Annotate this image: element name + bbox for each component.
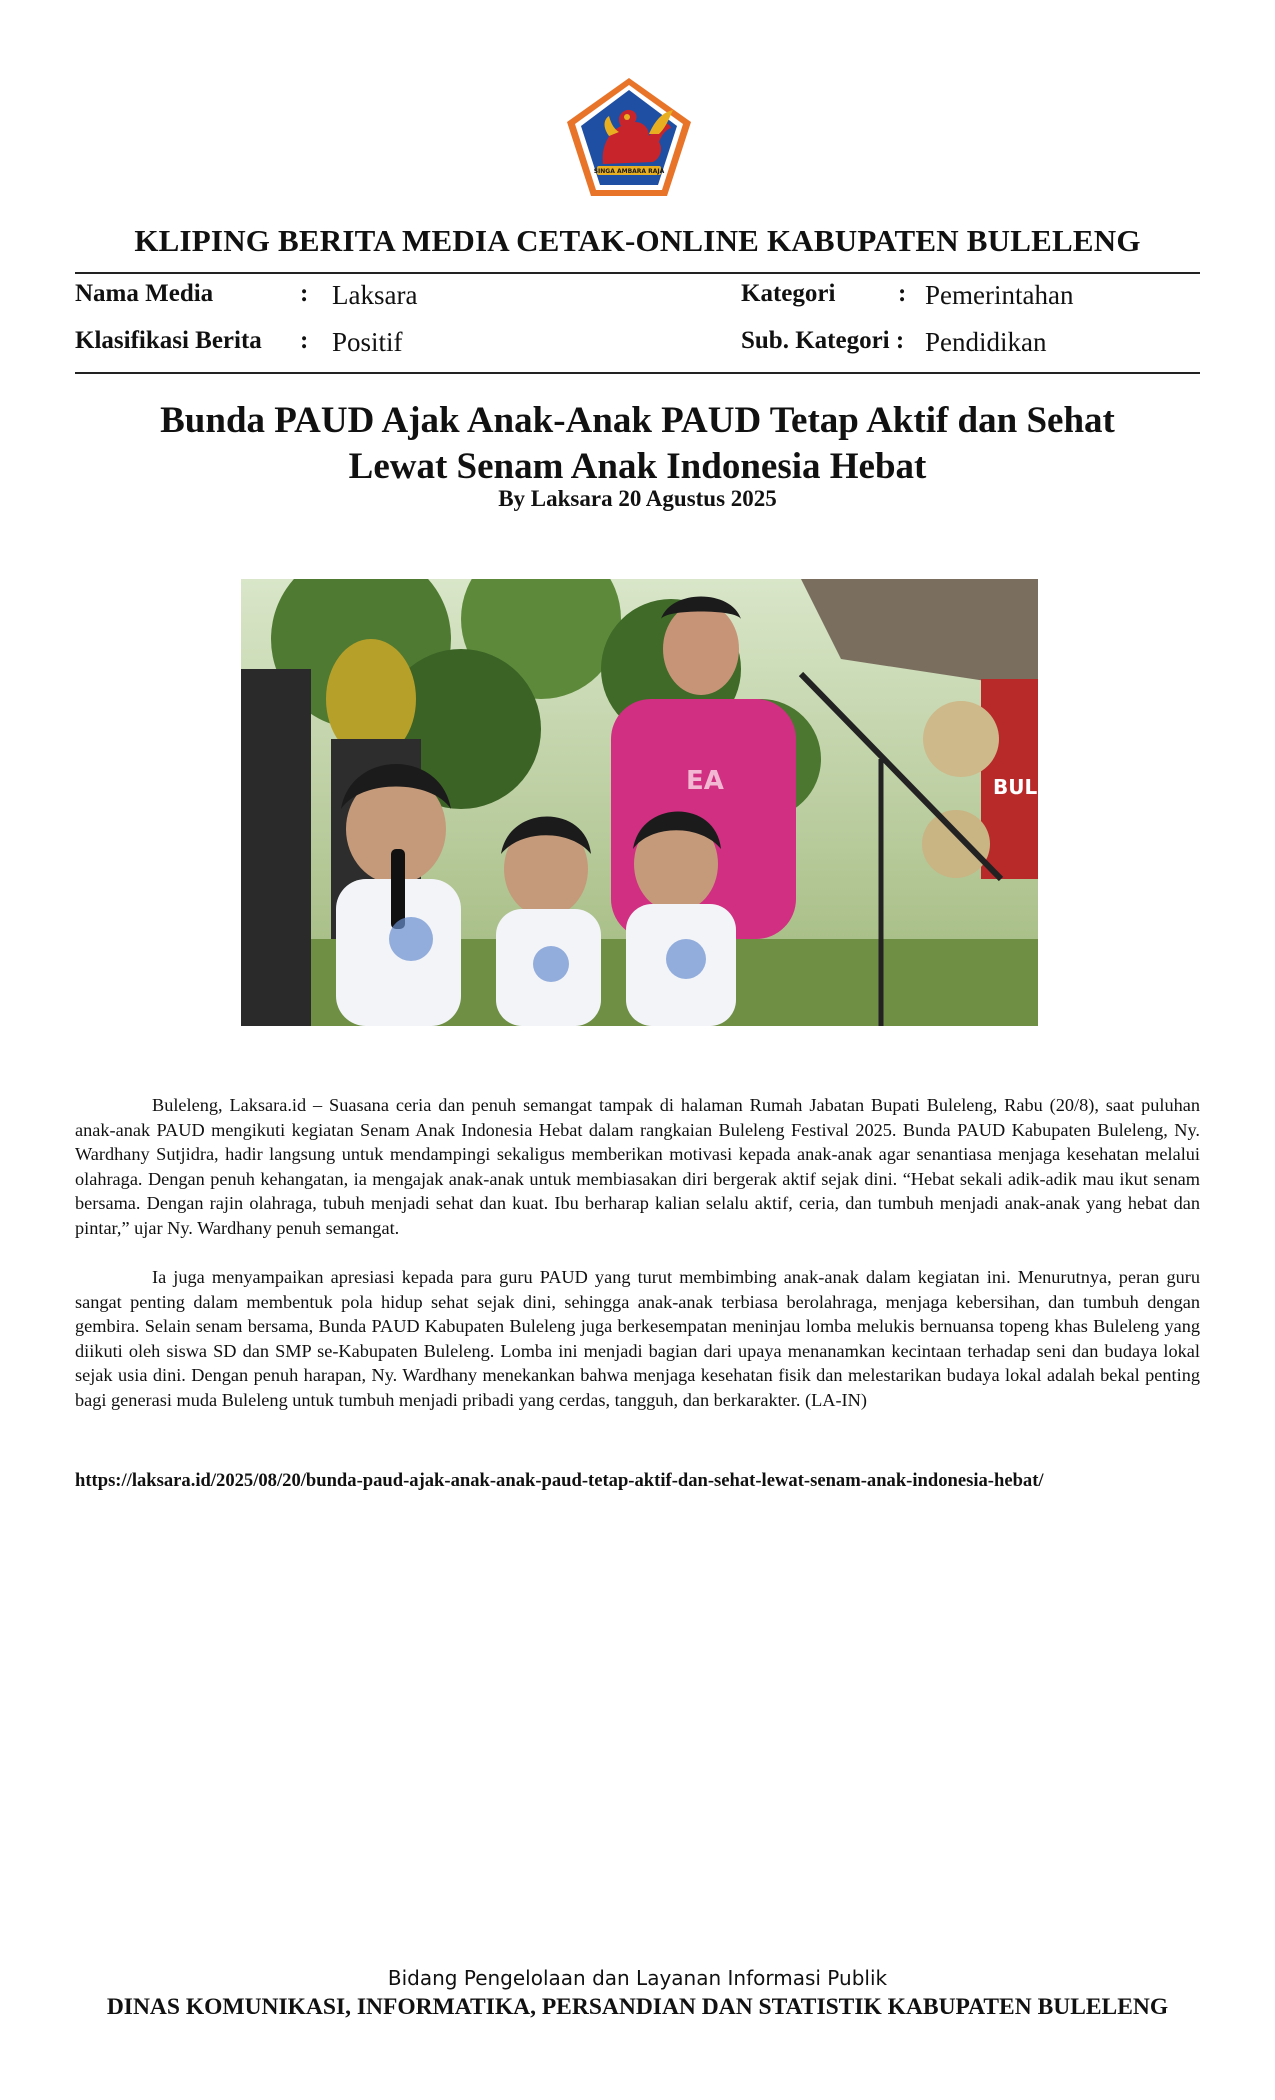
article-paragraph-1: Buleleng, Laksara.id – Suasana ceria dan penuh semangat tampak di halaman Rumah Jabatan Bupati Buleleng, Rabu (20/8), saat puluhan anak-anak PAUD mengikuti kegiatan Senam Anak Indonesia Hebat dalam rangkaian Buleleng Festival 2025. Bunda PAUD Kabupaten Buleleng, Ny. Wardhany Sutjidra, hadir langsung untuk mendampingi sekaligus memberikan motivasi kepada anak-anak agar senantiasa menjaga kesehatan melalui olahraga. Dengan penuh kehangatan, ia mengajak anak-anak untuk membiasakan diri bergerak aktif sejak dini. “Hebat sekali adik-adik mau ikut senam bersama. Dengan rajin olahraga, tubuh menjadi sehat dan kuat. Ibu berharap kalian selalu aktif, ceria, dan tumbuh menjadi anak-anak yang hebat dan pintar,” ujar Ny. Wardhany penuh semangat. (75, 1095, 1200, 1238)
klasifikasi-berita-value: Positif (332, 327, 403, 357)
footer-agency: DINAS KOMUNIKASI, INFORMATIKA, PERSANDIAN DAN STATISTIK KABUPATEN BULELENG (106, 1994, 1169, 2020)
nama-media-value: Laksara (332, 280, 418, 310)
nama-media-colon: : (300, 280, 309, 307)
sub-kategori-value: Pendidikan (925, 327, 1047, 357)
article-headline (100, 398, 1175, 490)
kategori-value: Pemerintahan (925, 280, 1074, 310)
headline-line-2: Lewat Senam Anak Indonesia Hebat (348, 446, 927, 487)
header-divider-bottom (75, 372, 1200, 374)
sub-kategori-label: Sub. Kategori : (741, 327, 905, 354)
kategori-colon: : (898, 280, 907, 307)
header-divider-top (75, 272, 1200, 274)
logo-motto: SINGA AMBARA RAJA (593, 168, 665, 175)
klasifikasi-berita-colon: : (300, 327, 309, 354)
photo-banner-text: BUL (993, 775, 1038, 799)
article-paragraph-2: Ia juga menyampaikan apresiasi kepada para guru PAUD yang turut membimbing anak-anak dalam kegiatan ini. Menurutnya, peran guru sangat penting dalam membentuk pola hidup sehat sejak dini, sehingga anak-anak terbiasa berolahraga, menjaga kebersihan, dan tumbuh dengan gembira. Selain senam bersama, Bunda PAUD Kabupaten Buleleng juga berkesempatan meninjau lomba melukis bernuansa topeng khas Buleleng yang diikuti oleh siswa SD dan SMP se-Kabupaten Buleleng. Lomba ini menjadi bagian dari upaya menanamkan kecintaan terhadap seni dan budaya lokal sejak usia dini. Dengan penuh harapan, Ny. Wardhany menekankan bahwa menjaga kesehatan fisik dan melestarikan budaya lokal adalah bekal penting bagi generasi muda Buleleng untuk tumbuh menjadi pribadi yang cerdas, tangguh, dan berkarakter. (LA-IN) (75, 1267, 1200, 1410)
klasifikasi-berita-label: Klasifikasi Berita (75, 327, 262, 354)
article-photo (241, 579, 1038, 1026)
source-url-link[interactable]: https://laksara.id/2025/08/20/bunda-paud-ajak-anak-anak-paud-tetap-aktif-dan-sehat-lewat-senam-anak-indonesia-hebat/ (75, 1470, 1044, 1491)
article-byline: By Laksara 20 Agustus 2025 (498, 486, 777, 511)
nama-media-label: Nama Media (75, 280, 214, 307)
clipping-header-title: KLIPING BERITA MEDIA CETAK-ONLINE KABUPATEN BULELENG (134, 223, 1141, 258)
buleleng-coat-of-arms-logo (563, 76, 695, 198)
photo-shirt-text: EA (686, 766, 724, 796)
footer-division: Bidang Pengelolaan dan Layanan Informasi Publik (387, 1966, 888, 1990)
headline-line-1: Bunda PAUD Ajak Anak-Anak PAUD Tetap Aktif dan Sehat (160, 400, 1115, 441)
kategori-label: Kategori (741, 280, 836, 307)
